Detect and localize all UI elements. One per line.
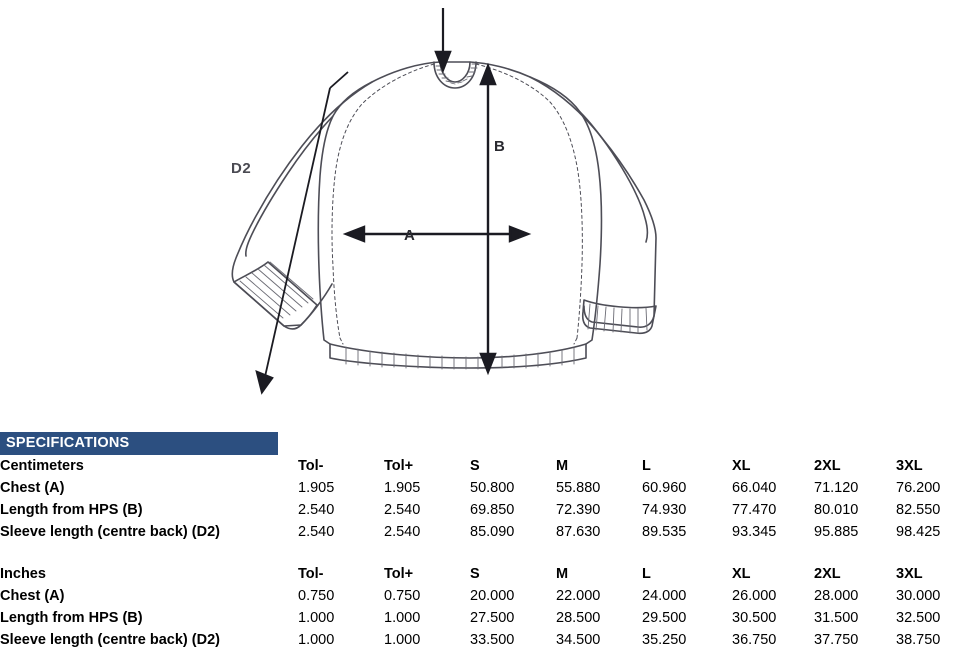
cell-length-in-tol-plus: 1.000 bbox=[384, 610, 421, 626]
cell-sleeve-cm-s: 85.090 bbox=[470, 524, 515, 540]
measurement-label-a: A bbox=[404, 227, 415, 244]
cell-chest-cm-s: 50.800 bbox=[470, 480, 515, 496]
column-header-xl-cm: XL bbox=[732, 458, 751, 474]
cell-chest-cm-3xl: 76.200 bbox=[896, 480, 941, 496]
column-header-xl-in: XL bbox=[732, 566, 751, 582]
cell-sleeve-in-tol-plus: 1.000 bbox=[384, 632, 421, 648]
unit-label-cm: Centimeters bbox=[0, 458, 84, 474]
cell-length-cm-xl: 77.470 bbox=[732, 502, 777, 518]
specifications-table-centimeters bbox=[0, 455, 960, 651]
row-label-chest-in: Chest (A) bbox=[0, 588, 65, 604]
measurement-label-b: B bbox=[494, 138, 505, 155]
column-header-tol-minus-in: Tol- bbox=[298, 566, 324, 582]
cell-sleeve-cm-tol-minus: 2.540 bbox=[298, 524, 335, 540]
cell-chest-in-l: 24.000 bbox=[642, 588, 687, 604]
column-header-l-in: L bbox=[642, 566, 651, 582]
table-row bbox=[0, 607, 960, 629]
column-header-m-cm: M bbox=[556, 458, 569, 474]
table-row bbox=[0, 477, 960, 499]
cell-length-cm-3xl: 82.550 bbox=[896, 502, 941, 518]
cell-length-in-xl: 30.500 bbox=[732, 610, 777, 626]
column-header-m-in: M bbox=[556, 566, 569, 582]
column-header-s-cm: S bbox=[470, 458, 480, 474]
row-label-chest-cm: Chest (A) bbox=[0, 480, 65, 496]
cell-chest-in-xl: 26.000 bbox=[732, 588, 777, 604]
cell-sleeve-in-xl: 36.750 bbox=[732, 632, 777, 648]
cell-sleeve-in-s: 33.500 bbox=[470, 632, 515, 648]
row-label-sleeve-in: Sleeve length (centre back) (D2) bbox=[0, 632, 220, 648]
column-header-tol-plus-cm: Tol+ bbox=[384, 458, 414, 474]
cell-length-in-m: 28.500 bbox=[556, 610, 601, 626]
row-label-length-cm: Length from HPS (B) bbox=[0, 502, 143, 518]
column-header-s-in: S bbox=[470, 566, 480, 582]
measurement-label-d2: D2 bbox=[231, 160, 252, 177]
specifications-section bbox=[0, 432, 960, 651]
table-header-row-in bbox=[0, 563, 960, 585]
cell-sleeve-cm-xl: 93.345 bbox=[732, 524, 777, 540]
cell-sleeve-cm-3xl: 98.425 bbox=[896, 524, 941, 540]
column-header-tol-plus-in: Tol+ bbox=[384, 566, 414, 582]
cell-chest-cm-l: 60.960 bbox=[642, 480, 687, 496]
cell-chest-in-tol-minus: 0.750 bbox=[298, 588, 335, 604]
cell-chest-in-tol-plus: 0.750 bbox=[384, 588, 421, 604]
cell-chest-cm-tol-plus: 1.905 bbox=[384, 480, 421, 496]
table-row bbox=[0, 521, 960, 543]
column-header-3xl-cm: 3XL bbox=[896, 458, 923, 474]
cell-length-cm-2xl: 80.010 bbox=[814, 502, 859, 518]
cell-sleeve-in-l: 35.250 bbox=[642, 632, 687, 648]
cell-chest-cm-m: 55.880 bbox=[556, 480, 601, 496]
column-header-2xl-cm: 2XL bbox=[814, 458, 841, 474]
specifications-title: SPECIFICATIONS bbox=[0, 432, 278, 455]
cell-sleeve-cm-tol-plus: 2.540 bbox=[384, 524, 421, 540]
cell-sleeve-in-m: 34.500 bbox=[556, 632, 601, 648]
table-row bbox=[0, 499, 960, 521]
table-header-row-cm bbox=[0, 455, 960, 477]
cell-sleeve-in-2xl: 37.750 bbox=[814, 632, 859, 648]
cell-sleeve-cm-2xl: 95.885 bbox=[814, 524, 859, 540]
cell-length-cm-s: 69.850 bbox=[470, 502, 515, 518]
cell-sleeve-in-3xl: 38.750 bbox=[896, 632, 941, 648]
cell-length-cm-tol-plus: 2.540 bbox=[384, 502, 421, 518]
cell-length-in-s: 27.500 bbox=[470, 610, 515, 626]
table-row bbox=[0, 585, 960, 607]
column-header-3xl-in: 3XL bbox=[896, 566, 923, 582]
column-header-tol-minus-cm: Tol- bbox=[298, 458, 324, 474]
cell-chest-cm-2xl: 71.120 bbox=[814, 480, 859, 496]
cell-chest-in-m: 22.000 bbox=[556, 588, 601, 604]
column-header-2xl-in: 2XL bbox=[814, 566, 841, 582]
column-header-l-cm: L bbox=[642, 458, 651, 474]
cell-chest-in-3xl: 30.000 bbox=[896, 588, 941, 604]
cell-length-in-l: 29.500 bbox=[642, 610, 687, 626]
cell-chest-cm-tol-minus: 1.905 bbox=[298, 480, 335, 496]
cell-sleeve-cm-l: 89.535 bbox=[642, 524, 687, 540]
table-section-spacer bbox=[0, 543, 960, 563]
cell-chest-in-2xl: 28.000 bbox=[814, 588, 859, 604]
cell-chest-in-s: 20.000 bbox=[470, 588, 515, 604]
cell-length-in-tol-minus: 1.000 bbox=[298, 610, 335, 626]
cell-length-in-2xl: 31.500 bbox=[814, 610, 859, 626]
cell-length-cm-l: 74.930 bbox=[642, 502, 687, 518]
row-label-sleeve-cm: Sleeve length (centre back) (D2) bbox=[0, 524, 220, 540]
unit-label-inches: Inches bbox=[0, 566, 46, 582]
cell-length-in-3xl: 32.500 bbox=[896, 610, 941, 626]
cell-chest-cm-xl: 66.040 bbox=[732, 480, 777, 496]
cell-sleeve-in-tol-minus: 1.000 bbox=[298, 632, 335, 648]
cell-length-cm-m: 72.390 bbox=[556, 502, 601, 518]
cell-length-cm-tol-minus: 2.540 bbox=[298, 502, 335, 518]
cell-sleeve-cm-m: 87.630 bbox=[556, 524, 601, 540]
row-label-length-in: Length from HPS (B) bbox=[0, 610, 143, 626]
